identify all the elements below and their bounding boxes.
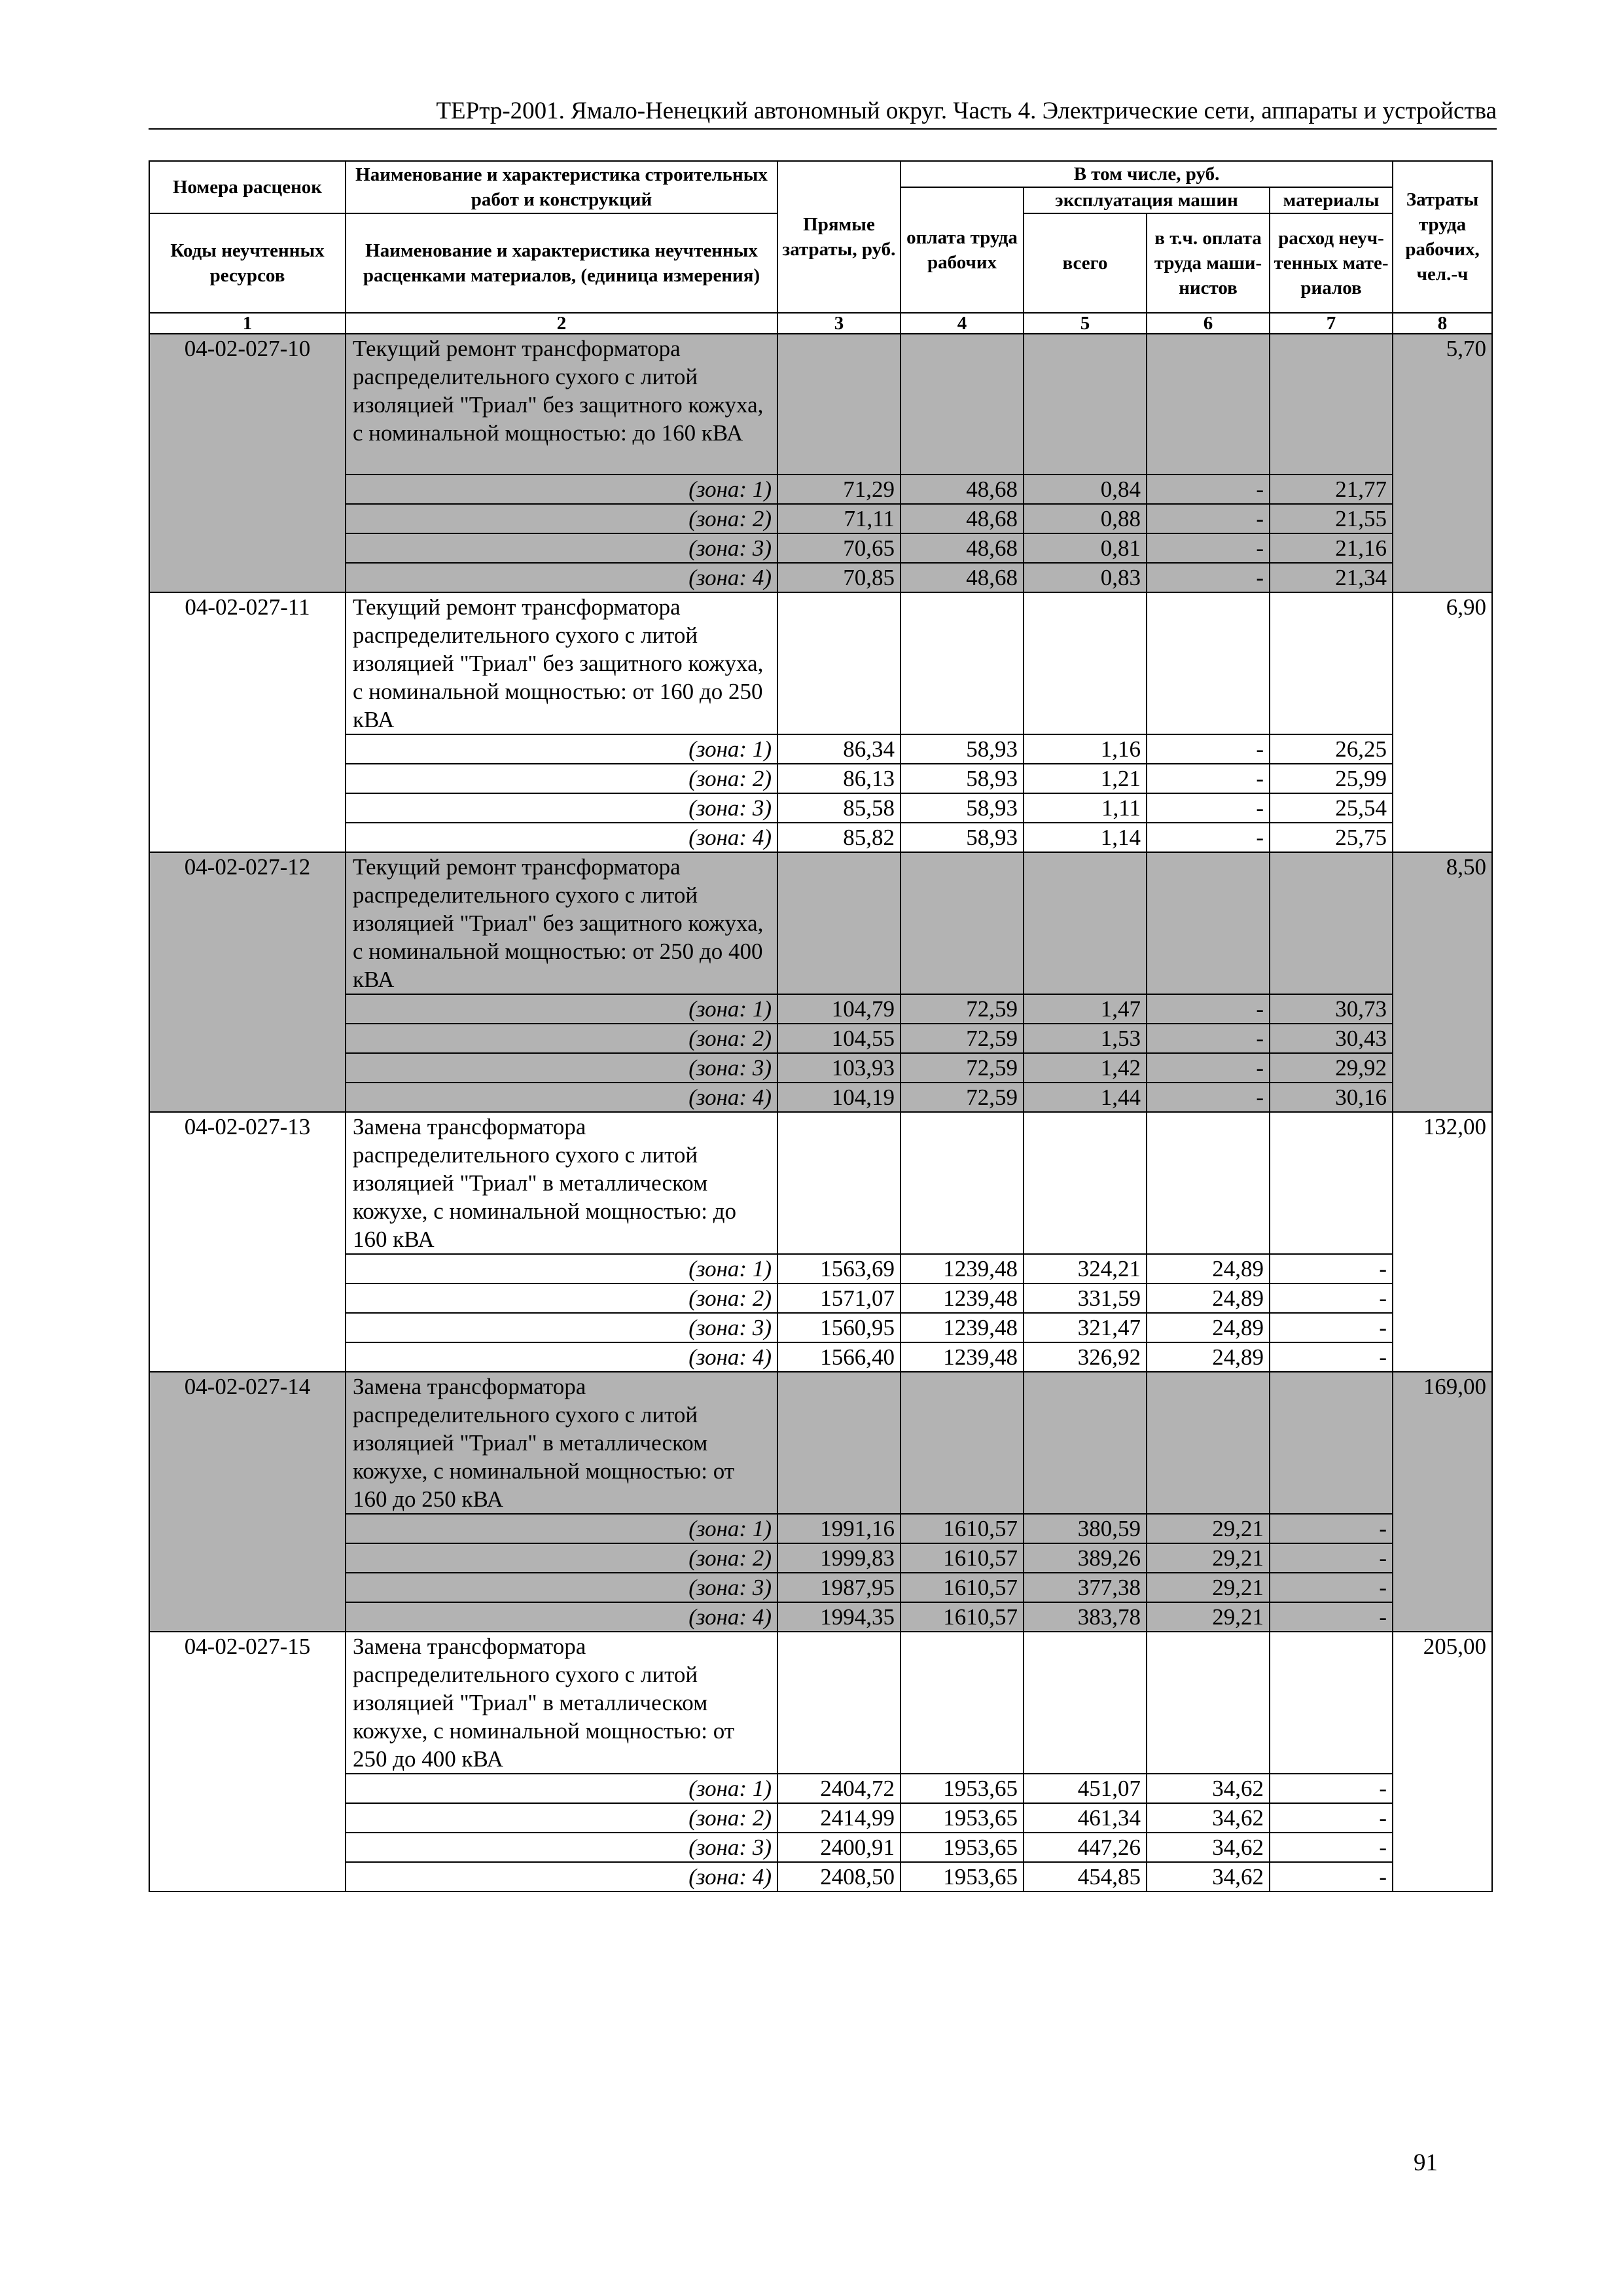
column-number: 1 — [149, 313, 346, 334]
machinist-pay: 34,62 — [1147, 1862, 1270, 1892]
zone-row — [149, 1514, 1492, 1543]
machines-total: 389,26 — [1024, 1543, 1147, 1573]
empty-cell — [1024, 1632, 1147, 1774]
machinist-pay: - — [1147, 533, 1270, 563]
materials-consumption: - — [1270, 1254, 1393, 1283]
materials-consumption: - — [1270, 1774, 1393, 1803]
machinist-pay: 34,62 — [1147, 1833, 1270, 1862]
empty-cell — [777, 852, 901, 994]
zone-label: (зона: 2) — [346, 1543, 777, 1573]
rates-table — [149, 160, 1493, 1892]
direct-costs: 71,29 — [777, 475, 901, 504]
header-rate-numbers: Номера расценок — [149, 161, 346, 213]
machinist-pay: 24,89 — [1147, 1342, 1270, 1372]
zone-label: (зона: 2) — [346, 1283, 777, 1313]
zone-row — [149, 504, 1492, 533]
materials-consumption: 21,77 — [1270, 475, 1393, 504]
zone-label: (зона: 4) — [346, 1083, 777, 1112]
direct-costs: 71,11 — [777, 504, 901, 533]
zone-label: (зона: 3) — [346, 533, 777, 563]
header-machine-operation: эксплуатация машин — [1024, 187, 1270, 213]
machines-total: 447,26 — [1024, 1833, 1147, 1862]
zone-label: (зона: 2) — [346, 764, 777, 793]
machinist-pay: 29,21 — [1147, 1573, 1270, 1602]
rate-name-row — [149, 1372, 1492, 1514]
materials-consumption: - — [1270, 1862, 1393, 1892]
materials-consumption: 21,34 — [1270, 563, 1393, 592]
direct-costs: 2408,50 — [777, 1862, 901, 1892]
zone-label: (зона: 2) — [346, 504, 777, 533]
rate-code: 04-02-027-13 — [149, 1112, 346, 1372]
zone-row — [149, 793, 1492, 823]
machines-total: 1,16 — [1024, 734, 1147, 764]
machines-total: 1,14 — [1024, 823, 1147, 852]
machinist-pay: - — [1147, 1083, 1270, 1112]
empty-cell — [1147, 1632, 1270, 1774]
worker-pay: 72,59 — [901, 994, 1024, 1024]
zone-row — [149, 764, 1492, 793]
materials-consumption: - — [1270, 1833, 1393, 1862]
worker-pay: 58,93 — [901, 764, 1024, 793]
zone-row — [149, 1543, 1492, 1573]
machinist-pay: - — [1147, 1024, 1270, 1053]
rate-group — [149, 852, 1492, 1112]
machinist-pay: - — [1147, 823, 1270, 852]
worker-pay: 1953,65 — [901, 1833, 1024, 1862]
machinist-pay: 29,21 — [1147, 1543, 1270, 1573]
empty-cell — [901, 1372, 1024, 1514]
materials-consumption: - — [1270, 1283, 1393, 1313]
empty-cell — [777, 1112, 901, 1254]
empty-cell — [1147, 852, 1270, 994]
page-number: 91 — [1414, 2149, 1438, 2176]
empty-cell — [777, 334, 901, 475]
direct-costs: 86,34 — [777, 734, 901, 764]
zone-row — [149, 823, 1492, 852]
machines-total: 1,42 — [1024, 1053, 1147, 1083]
zone-row — [149, 1024, 1492, 1053]
materials-consumption: 30,43 — [1270, 1024, 1393, 1053]
machines-total: 451,07 — [1024, 1774, 1147, 1803]
worker-pay: 58,93 — [901, 793, 1024, 823]
machines-total: 0,88 — [1024, 504, 1147, 533]
worker-pay: 72,59 — [901, 1083, 1024, 1112]
machines-total: 1,53 — [1024, 1024, 1147, 1053]
materials-consumption: - — [1270, 1514, 1393, 1543]
header-work-name: Наименование и характеристика строительных работ и конструкций — [346, 161, 777, 213]
column-number: 4 — [901, 313, 1024, 334]
rate-code: 04-02-027-11 — [149, 592, 346, 852]
machines-total: 383,78 — [1024, 1602, 1147, 1632]
machinist-pay: 24,89 — [1147, 1283, 1270, 1313]
zone-label: (зона: 4) — [346, 1342, 777, 1372]
zone-label: (зона: 3) — [346, 1833, 777, 1862]
empty-cell — [777, 592, 901, 734]
machinist-pay: - — [1147, 734, 1270, 764]
machinist-pay: 34,62 — [1147, 1774, 1270, 1803]
rate-description: Текущий ремонт трансформатора распределительного сухого с литой изоляцией "Триал" без защитного кожуха, с номинальной мощностью: до 160 кВА — [346, 334, 777, 475]
header-including-group: В том числе, руб. — [901, 161, 1393, 187]
labor-hours: 8,50 — [1393, 852, 1492, 1112]
rate-group — [149, 1112, 1492, 1372]
empty-cell — [1270, 1372, 1393, 1514]
empty-cell — [1024, 1372, 1147, 1514]
rate-description: Замена трансформатора распределительного сухого с литой изоляцией "Триал" в металлическом кожухе, с номинальной мощностью: от 250 до 400 кВА — [346, 1632, 777, 1774]
zone-label: (зона: 4) — [346, 1862, 777, 1892]
zone-label: (зона: 1) — [346, 475, 777, 504]
zone-label: (зона: 1) — [346, 994, 777, 1024]
empty-cell — [901, 1632, 1024, 1774]
zone-label: (зона: 4) — [346, 823, 777, 852]
column-number: 3 — [777, 313, 901, 334]
worker-pay: 1239,48 — [901, 1283, 1024, 1313]
zone-label: (зона: 3) — [346, 1313, 777, 1342]
worker-pay: 48,68 — [901, 475, 1024, 504]
empty-cell — [1147, 592, 1270, 734]
empty-cell — [1147, 1112, 1270, 1254]
machines-total: 0,84 — [1024, 475, 1147, 504]
rate-group — [149, 592, 1492, 852]
zone-row — [149, 734, 1492, 764]
labor-hours: 6,90 — [1393, 592, 1492, 852]
machines-total: 380,59 — [1024, 1514, 1147, 1543]
zone-label: (зона: 1) — [346, 1254, 777, 1283]
empty-cell — [1024, 852, 1147, 994]
empty-cell — [1024, 334, 1147, 475]
direct-costs: 104,55 — [777, 1024, 901, 1053]
worker-pay: 48,68 — [901, 533, 1024, 563]
column-number: 5 — [1024, 313, 1147, 334]
materials-consumption: 25,99 — [1270, 764, 1393, 793]
zone-row — [149, 1313, 1492, 1342]
zone-row — [149, 1083, 1492, 1112]
direct-costs: 1987,95 — [777, 1573, 901, 1602]
labor-hours: 132,00 — [1393, 1112, 1492, 1372]
page-header: ТЕРтр-2001. Ямало-Ненецкий автономный округ. Часть 4. Электрические сети, аппараты и устройства — [436, 98, 1497, 124]
machinist-pay: 24,89 — [1147, 1254, 1270, 1283]
machines-total: 1,11 — [1024, 793, 1147, 823]
direct-costs: 103,93 — [777, 1053, 901, 1083]
worker-pay: 1239,48 — [901, 1342, 1024, 1372]
empty-cell — [1147, 334, 1270, 475]
worker-pay: 1953,65 — [901, 1774, 1024, 1803]
worker-pay: 1610,57 — [901, 1602, 1024, 1632]
header-machinist-pay: в т.ч. оплата труда маши-нистов — [1147, 213, 1270, 313]
worker-pay: 1610,57 — [901, 1573, 1024, 1602]
direct-costs: 2400,91 — [777, 1833, 901, 1862]
materials-consumption: - — [1270, 1573, 1393, 1602]
rate-description: Замена трансформатора распределительного сухого с литой изоляцией "Триал" в металлическом кожухе, с номинальной мощностью: от 160 до 250 кВА — [346, 1372, 777, 1514]
direct-costs: 70,85 — [777, 563, 901, 592]
zone-label: (зона: 4) — [346, 1602, 777, 1632]
worker-pay: 48,68 — [901, 563, 1024, 592]
direct-costs: 1566,40 — [777, 1342, 901, 1372]
direct-costs: 1560,95 — [777, 1313, 901, 1342]
header-direct-costs: Прямые затраты, руб. — [777, 161, 901, 313]
header-worker-pay: оплата труда рабочих — [901, 187, 1024, 313]
worker-pay: 1953,65 — [901, 1862, 1024, 1892]
rate-description: Текущий ремонт трансформатора распределительного сухого с литой изоляцией "Триал" без защитного кожуха, с номинальной мощностью: от 160 до 250 кВА — [346, 592, 777, 734]
machinist-pay: 24,89 — [1147, 1313, 1270, 1342]
direct-costs: 1999,83 — [777, 1543, 901, 1573]
rate-code: 04-02-027-12 — [149, 852, 346, 1112]
direct-costs: 1994,35 — [777, 1602, 901, 1632]
zone-label: (зона: 4) — [346, 563, 777, 592]
empty-cell — [1147, 1372, 1270, 1514]
worker-pay: 1239,48 — [901, 1313, 1024, 1342]
worker-pay: 72,59 — [901, 1053, 1024, 1083]
zone-label: (зона: 3) — [346, 793, 777, 823]
empty-cell — [1270, 334, 1393, 475]
zone-row — [149, 1342, 1492, 1372]
machines-total: 454,85 — [1024, 1862, 1147, 1892]
header-resource-codes: Коды неучтенных ресурсов — [149, 213, 346, 313]
column-number: 2 — [346, 313, 777, 334]
materials-consumption: 25,75 — [1270, 823, 1393, 852]
zone-row — [149, 1803, 1492, 1833]
machinist-pay: - — [1147, 793, 1270, 823]
zone-row — [149, 563, 1492, 592]
empty-cell — [1024, 1112, 1147, 1254]
zone-row — [149, 1254, 1492, 1283]
labor-hours: 205,00 — [1393, 1632, 1492, 1892]
worker-pay: 1239,48 — [901, 1254, 1024, 1283]
empty-cell — [777, 1372, 901, 1514]
zone-label: (зона: 3) — [346, 1573, 777, 1602]
machinist-pay: 29,21 — [1147, 1514, 1270, 1543]
machines-total: 0,83 — [1024, 563, 1147, 592]
rate-description: Замена трансформатора распределительного сухого с литой изоляцией "Триал" в металлическом кожухе, с номинальной мощностью: до 160 кВА — [346, 1112, 777, 1254]
materials-consumption: - — [1270, 1602, 1393, 1632]
direct-costs: 1563,69 — [777, 1254, 901, 1283]
header-materials: материалы — [1270, 187, 1393, 213]
zone-row — [149, 1573, 1492, 1602]
materials-consumption: - — [1270, 1543, 1393, 1573]
worker-pay: 1610,57 — [901, 1514, 1024, 1543]
direct-costs: 85,82 — [777, 823, 901, 852]
zone-label: (зона: 2) — [346, 1024, 777, 1053]
zone-row — [149, 1833, 1492, 1862]
zone-row — [149, 533, 1492, 563]
empty-cell — [1024, 592, 1147, 734]
materials-consumption: - — [1270, 1803, 1393, 1833]
rate-name-row — [149, 334, 1492, 475]
zone-label: (зона: 1) — [346, 1774, 777, 1803]
worker-pay: 72,59 — [901, 1024, 1024, 1053]
materials-consumption: 26,25 — [1270, 734, 1393, 764]
zone-row — [149, 1283, 1492, 1313]
rate-name-row — [149, 852, 1492, 994]
empty-cell — [1270, 1632, 1393, 1774]
materials-consumption: 29,92 — [1270, 1053, 1393, 1083]
machines-total: 0,81 — [1024, 533, 1147, 563]
machines-total: 326,92 — [1024, 1342, 1147, 1372]
direct-costs: 1571,07 — [777, 1283, 901, 1313]
column-number: 7 — [1270, 313, 1393, 334]
machinist-pay: 29,21 — [1147, 1602, 1270, 1632]
machinist-pay: - — [1147, 504, 1270, 533]
direct-costs: 2414,99 — [777, 1803, 901, 1833]
materials-consumption: 21,16 — [1270, 533, 1393, 563]
header-material-names: Наименование и характеристика неучтенных расценками материалов, (единица измерения) — [346, 213, 777, 313]
zone-label: (зона: 1) — [346, 1514, 777, 1543]
machines-total: 321,47 — [1024, 1313, 1147, 1342]
rate-name-row — [149, 1112, 1492, 1254]
machines-total: 1,47 — [1024, 994, 1147, 1024]
direct-costs: 104,79 — [777, 994, 901, 1024]
empty-cell — [901, 1112, 1024, 1254]
column-numbers-row — [149, 313, 1492, 334]
materials-consumption: 30,73 — [1270, 994, 1393, 1024]
empty-cell — [1270, 1112, 1393, 1254]
machines-total: 1,44 — [1024, 1083, 1147, 1112]
machines-total: 1,21 — [1024, 764, 1147, 793]
header-rule — [149, 128, 1497, 130]
zone-row — [149, 1774, 1492, 1803]
machinist-pay: - — [1147, 764, 1270, 793]
empty-cell — [901, 334, 1024, 475]
materials-consumption: 21,55 — [1270, 504, 1393, 533]
empty-cell — [901, 852, 1024, 994]
machines-total: 324,21 — [1024, 1254, 1147, 1283]
machinist-pay: - — [1147, 563, 1270, 592]
header-machines-total: всего — [1024, 213, 1147, 313]
machinist-pay: - — [1147, 1053, 1270, 1083]
worker-pay: 58,93 — [901, 734, 1024, 764]
zone-label: (зона: 3) — [346, 1053, 777, 1083]
materials-consumption: 25,54 — [1270, 793, 1393, 823]
direct-costs: 86,13 — [777, 764, 901, 793]
rate-name-row — [149, 1632, 1492, 1774]
empty-cell — [1270, 592, 1393, 734]
rate-description: Текущий ремонт трансформатора распределительного сухого с литой изоляцией "Триал" без защитного кожуха, с номинальной мощностью: от 250 до 400 кВА — [346, 852, 777, 994]
labor-hours: 5,70 — [1393, 334, 1492, 592]
labor-hours: 169,00 — [1393, 1372, 1492, 1632]
rate-group — [149, 1372, 1492, 1632]
rate-code: 04-02-027-10 — [149, 334, 346, 592]
machines-total: 461,34 — [1024, 1803, 1147, 1833]
direct-costs: 1991,16 — [777, 1514, 901, 1543]
column-number: 6 — [1147, 313, 1270, 334]
direct-costs: 2404,72 — [777, 1774, 901, 1803]
zone-row — [149, 994, 1492, 1024]
rate-code: 04-02-027-14 — [149, 1372, 346, 1632]
worker-pay: 48,68 — [901, 504, 1024, 533]
zone-row — [149, 475, 1492, 504]
table-header — [149, 161, 1492, 334]
rate-group — [149, 334, 1492, 592]
machinist-pay: - — [1147, 994, 1270, 1024]
rate-code: 04-02-027-15 — [149, 1632, 346, 1892]
direct-costs: 70,65 — [777, 533, 901, 563]
machines-total: 377,38 — [1024, 1573, 1147, 1602]
column-number: 8 — [1393, 313, 1492, 334]
empty-cell — [777, 1632, 901, 1774]
rate-group — [149, 1632, 1492, 1892]
zone-row — [149, 1053, 1492, 1083]
machines-total: 331,59 — [1024, 1283, 1147, 1313]
zone-label: (зона: 2) — [346, 1803, 777, 1833]
worker-pay: 1610,57 — [901, 1543, 1024, 1573]
zone-row — [149, 1602, 1492, 1632]
empty-cell — [1270, 852, 1393, 994]
header-material-consumption: расход неуч-тенных мате-риалов — [1270, 213, 1393, 313]
worker-pay: 1953,65 — [901, 1803, 1024, 1833]
machinist-pay: - — [1147, 475, 1270, 504]
direct-costs: 104,19 — [777, 1083, 901, 1112]
direct-costs: 85,58 — [777, 793, 901, 823]
zone-label: (зона: 1) — [346, 734, 777, 764]
worker-pay: 58,93 — [901, 823, 1024, 852]
materials-consumption: - — [1270, 1313, 1393, 1342]
rate-name-row — [149, 592, 1492, 734]
zone-row — [149, 1862, 1492, 1892]
header-labor-hours: Затраты труда рабочих, чел.-ч — [1393, 161, 1492, 313]
materials-consumption: - — [1270, 1342, 1393, 1372]
machinist-pay: 34,62 — [1147, 1803, 1270, 1833]
empty-cell — [901, 592, 1024, 734]
materials-consumption: 30,16 — [1270, 1083, 1393, 1112]
